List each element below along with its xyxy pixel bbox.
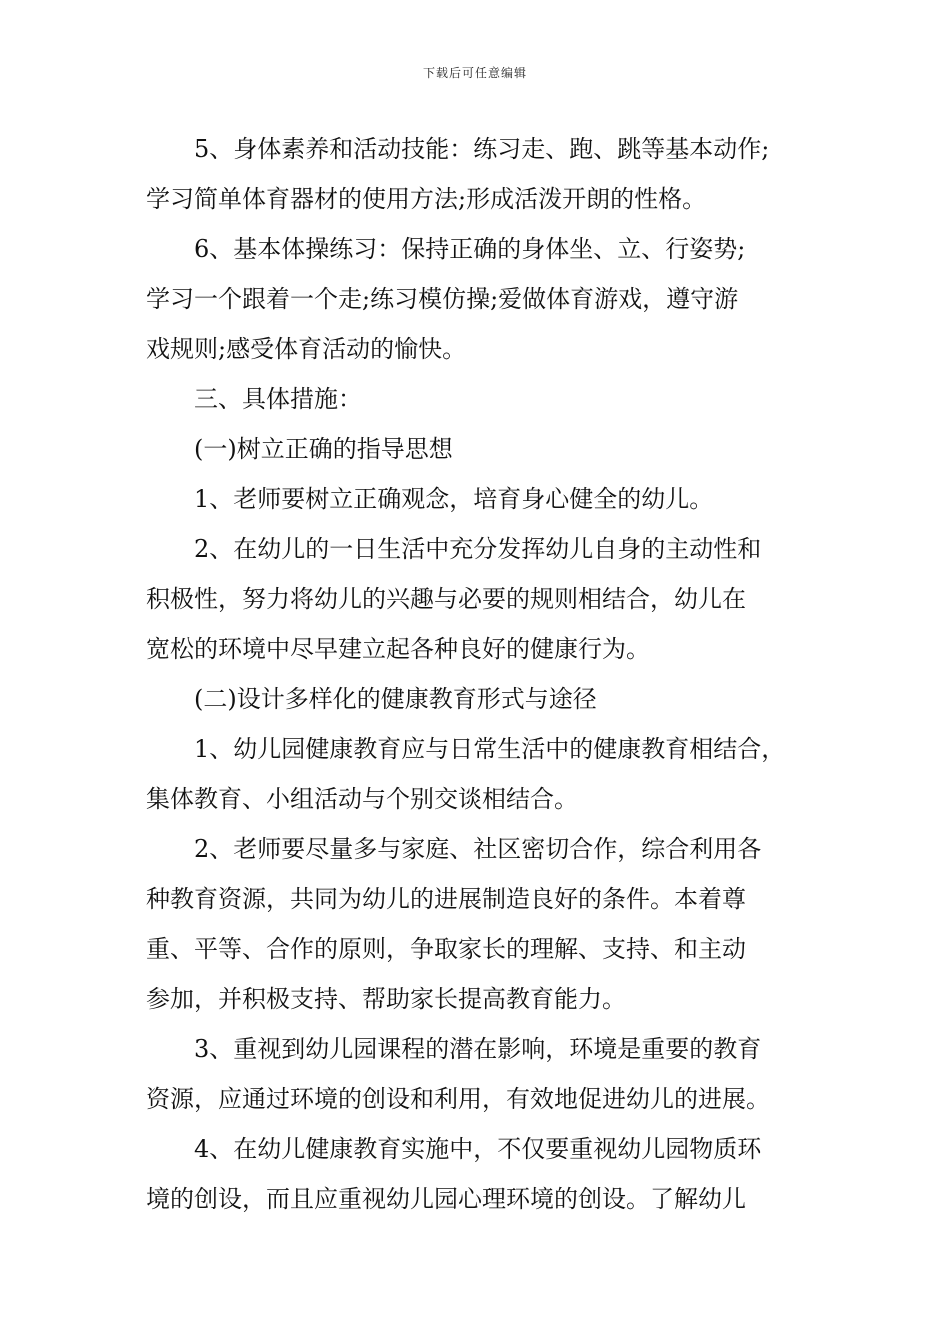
text-line: 资源，应通过环境的创设和利用，有效地促进幼儿的进展。 [146,1085,770,1113]
text-line: 参加，并积极支持、帮助家长提高教育能力。 [146,985,626,1013]
text-line: 3、重视到幼儿园课程的潜在影响，环境是重要的教育 [194,1035,762,1063]
text-line: 2、在幼儿的一日生活中充分发挥幼儿自身的主动性和 [194,535,762,563]
text-line: 6、基本体操练习：保持正确的身体坐、立、行姿势; [194,235,746,263]
text-line: 学习简单体育器材的使用方法;形成活泼开朗的性格。 [146,185,707,213]
text-line: 5、身体素养和活动技能：练习走、跑、跳等基本动作; [194,135,770,163]
text-line: 种教育资源，共同为幼儿的进展制造良好的条件。本着尊 [146,885,746,913]
text-line: 4、在幼儿健康教育实施中，不仅要重视幼儿园物质环 [194,1135,762,1163]
text-line: 1、幼儿园健康教育应与日常生活中的健康教育相结合， [194,735,786,763]
text-line: 2、老师要尽量多与家庭、社区密切合作，综合利用各 [194,835,762,863]
text-line: 境的创设，而且应重视幼儿园心理环境的创设。了解幼儿 [146,1185,746,1213]
text-line: 1、老师要树立正确观念，培育身心健全的幼儿。 [194,485,714,513]
text-line: 重、平等、合作的原则，争取家长的理解、支持、和主动 [146,935,746,963]
subsection-heading: (二)设计多样化的健康教育形式与途径 [194,685,597,713]
text-line: 集体教育、小组活动与个别交谈相结合。 [146,785,578,813]
text-line: 积极性，努力将幼儿的兴趣与必要的规则相结合，幼儿在 [146,585,746,613]
page-header: 下载后可任意编辑 [422,66,527,80]
text-line: 戏规则;感受体育活动的愉快。 [146,335,467,363]
subsection-heading: (一)树立正确的指导思想 [194,435,453,463]
text-line: 宽松的环境中尽早建立起各种良好的健康行为。 [146,635,650,663]
text-line: 学习一个跟着一个走;练习模仿操;爱做体育游戏，遵守游 [146,285,739,313]
section-heading: 三、具体措施： [194,385,362,413]
document-body [146,124,811,1224]
